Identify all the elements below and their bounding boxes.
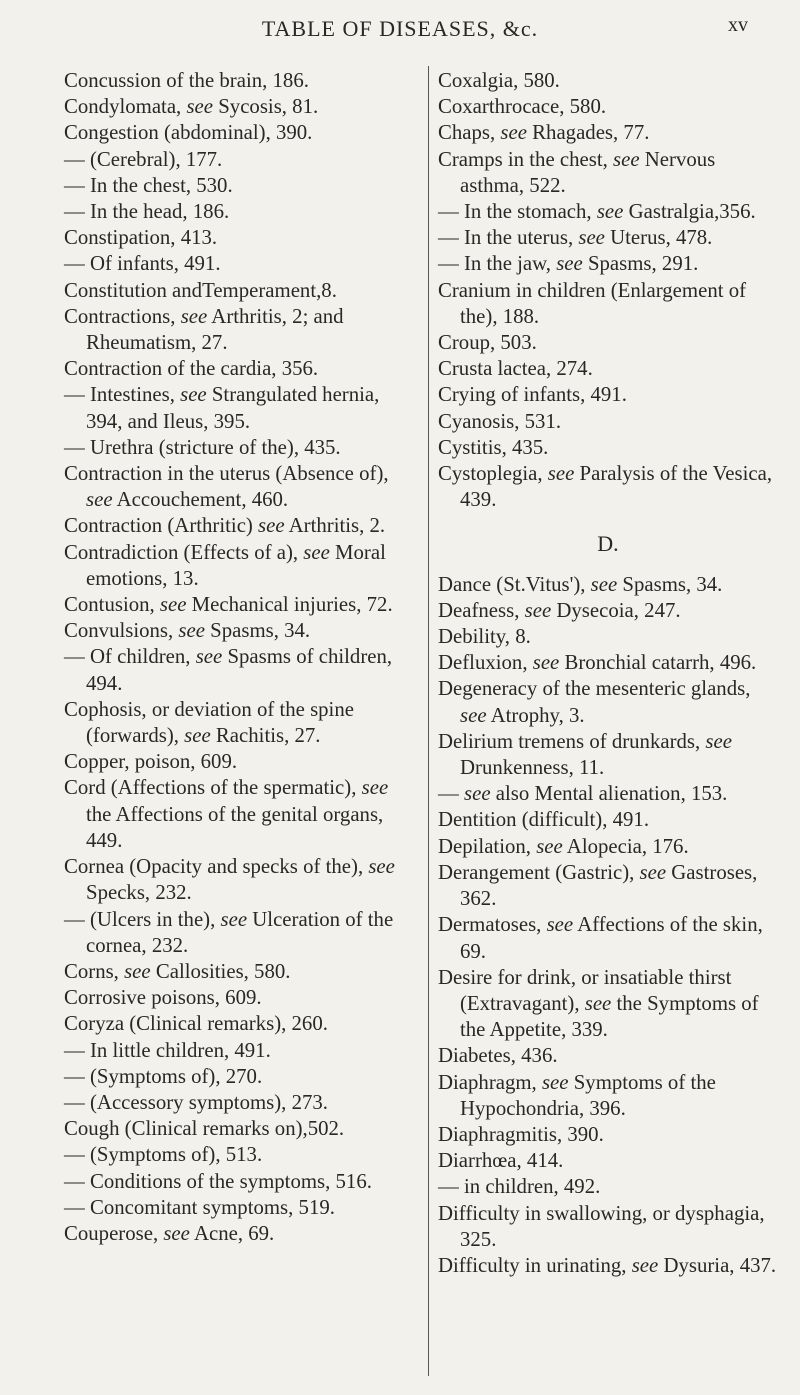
index-entry: — (Accessory symptoms), 273. (64, 1090, 328, 1114)
index-entry: Derangement (Gastric), see Gastroses, 362. (438, 860, 758, 911)
index-entry: Dentition (difficult), 491. (438, 808, 650, 832)
index-entry: — In the jaw, see Spasms, 291. (438, 252, 699, 276)
index-entry: Difficulty in urinating, see Dysuria, 437. (438, 1253, 777, 1277)
index-entry: — (Symptoms of), 513. (64, 1143, 263, 1167)
index-entry: Cornea (Opacity and specks of the), see Specks, 232. (64, 855, 395, 905)
index-entry: Constipation, 413. (64, 226, 218, 250)
index-entry: Cyanosis, 531. (438, 409, 562, 433)
index-entry: — Intestines, see Strangulated hernia, 394, and Ileus, 395. (64, 383, 380, 433)
index-entry: Debility, 8. (438, 625, 531, 649)
index-column-left (64, 68, 416, 1247)
index-entry: Concussion of the brain, 186. (64, 69, 309, 92)
index-entry: Contraction (Arthritic) see Arthritis, 2. (64, 514, 386, 538)
index-entry: Diaphragm, see Symptoms of the Hypochondria, 396. (438, 1070, 716, 1120)
index-entry: — (Symptoms of), 270. (64, 1064, 263, 1088)
index-entry: Coryza (Clinical remarks), 260. (64, 1012, 328, 1036)
index-entry: Dermatoses, see Affections of the skin, 69. (438, 913, 763, 963)
index-entry: — Conditions of the symptoms, 516. (64, 1169, 372, 1193)
index-entry: Contradiction (Effects of a), see Moral emotions, 13. (64, 540, 386, 590)
index-entry: — (Cerebral), 177. (64, 147, 223, 171)
index-entry: Coxarthrocace, 580. (438, 95, 607, 119)
index-entry: Contraction in the uterus (Absence of), see Accouchement, 460. (64, 462, 389, 512)
index-entry: Corns, see Callosities, 580. (64, 959, 291, 983)
index-entry: Couperose, see Acne, 69. (64, 1221, 275, 1245)
index-entry: Crying of infants, 491. (438, 383, 627, 407)
index-entry: Crusta lactea, 274. (438, 357, 593, 381)
index-entry: Cramps in the chest, see Nervous asthma, 522. (438, 147, 716, 197)
index-entry: Chaps, see Rhagades, 77. (438, 121, 650, 145)
index-entry: Degeneracy of the mesenteric glands, see Atrophy, 3. (438, 677, 751, 727)
index-entry: — In little children, 491. (64, 1038, 271, 1062)
index-entry: — Of infants, 491. (64, 252, 221, 276)
index-entry: — Of children, see Spasms of children, 494. (64, 645, 393, 695)
index-entry: — Urethra (stricture of the), 435. (64, 435, 341, 459)
index-entry: Diaphragmitis, 390. (438, 1122, 604, 1146)
column-divider (428, 66, 429, 1376)
index-entry: Constitution andTemperament,8. (64, 278, 337, 302)
index-entry: Cystitis, 435. (438, 435, 549, 459)
index-entry: — In the uterus, see Uterus, 478. (438, 226, 713, 250)
index-entry: Coxalgia, 580. (438, 69, 560, 92)
index-entry: Cranium in children (Enlargement of the), 188. (438, 278, 747, 328)
index-entry: — In the chest, 530. (64, 173, 233, 197)
index-entry: Convulsions, see Spasms, 34. (64, 619, 311, 643)
running-head: TABLE OF DISEASES, &c. (261, 16, 539, 41)
index-entry: Deafness, see Dysecoia, 247. (438, 598, 681, 622)
index-entry: — see also Mental alienation, 153. (438, 782, 728, 806)
index-entry: Difficulty in swallowing, or dysphagia, 325. (438, 1201, 765, 1251)
index-entry: Contractions, see Arthritis, 2; and Rheumatism, 27. (64, 304, 344, 355)
index-entry: Delirium tremens of drunkards, see Drunkenness, 11. (438, 729, 732, 780)
index-entry: — In the stomach, see Gastralgia,356. (438, 200, 756, 224)
index-entry: Defluxion, see Bronchial catarrh, 496. (438, 651, 757, 675)
index-entry: Croup, 503. (438, 331, 537, 355)
index-entry: — in children, 492. (438, 1175, 601, 1199)
index-entry: Cough (Clinical remarks on),502. (64, 1117, 345, 1141)
index-entry: Dance (St.Vitus'), see Spasms, 34. (438, 572, 723, 596)
index-column-right (438, 68, 778, 1279)
index-entry: Contraction of the cardia, 356. (64, 357, 319, 381)
index-entry: Copper, poison, 609. (64, 750, 238, 774)
index-entry: Congestion (abdominal), 390. (64, 121, 313, 145)
index-entry: Cystoplegia, see Paralysis of the Vesica, 439. (438, 462, 773, 512)
index-entry: Diabetes, 436. (438, 1044, 558, 1068)
index-entry: Condylomata, see Sycosis, 81. (64, 95, 319, 119)
index-entry: — (Ulcers in the), see Ulceration of the cornea, 232. (64, 907, 394, 957)
index-entry: Cord (Affections of the spermatic), see the Affections of the genital organs, 449. (64, 776, 389, 852)
index-entry: Contusion, see Mechanical injuries, 72. (64, 593, 393, 617)
index-entry: Depilation, see Alopecia, 176. (438, 834, 689, 858)
index-entry: Diarrhœa, 414. (438, 1149, 564, 1173)
index-entry: Cophosis, or deviation of the spine (forwards), see Rachitis, 27. (64, 697, 354, 748)
index-entry: — In the head, 186. (64, 200, 230, 224)
index-entry: Corrosive poisons, 609. (64, 986, 262, 1010)
page-number: xv (728, 14, 748, 36)
section-letter: D. (597, 531, 619, 557)
index-entry: — Concomitant symptoms, 519. (64, 1195, 335, 1219)
index-entry: Desire for drink, or insatiable thirst (Extravagant), see the Symptoms of the Appetite, 339. (438, 965, 759, 1042)
